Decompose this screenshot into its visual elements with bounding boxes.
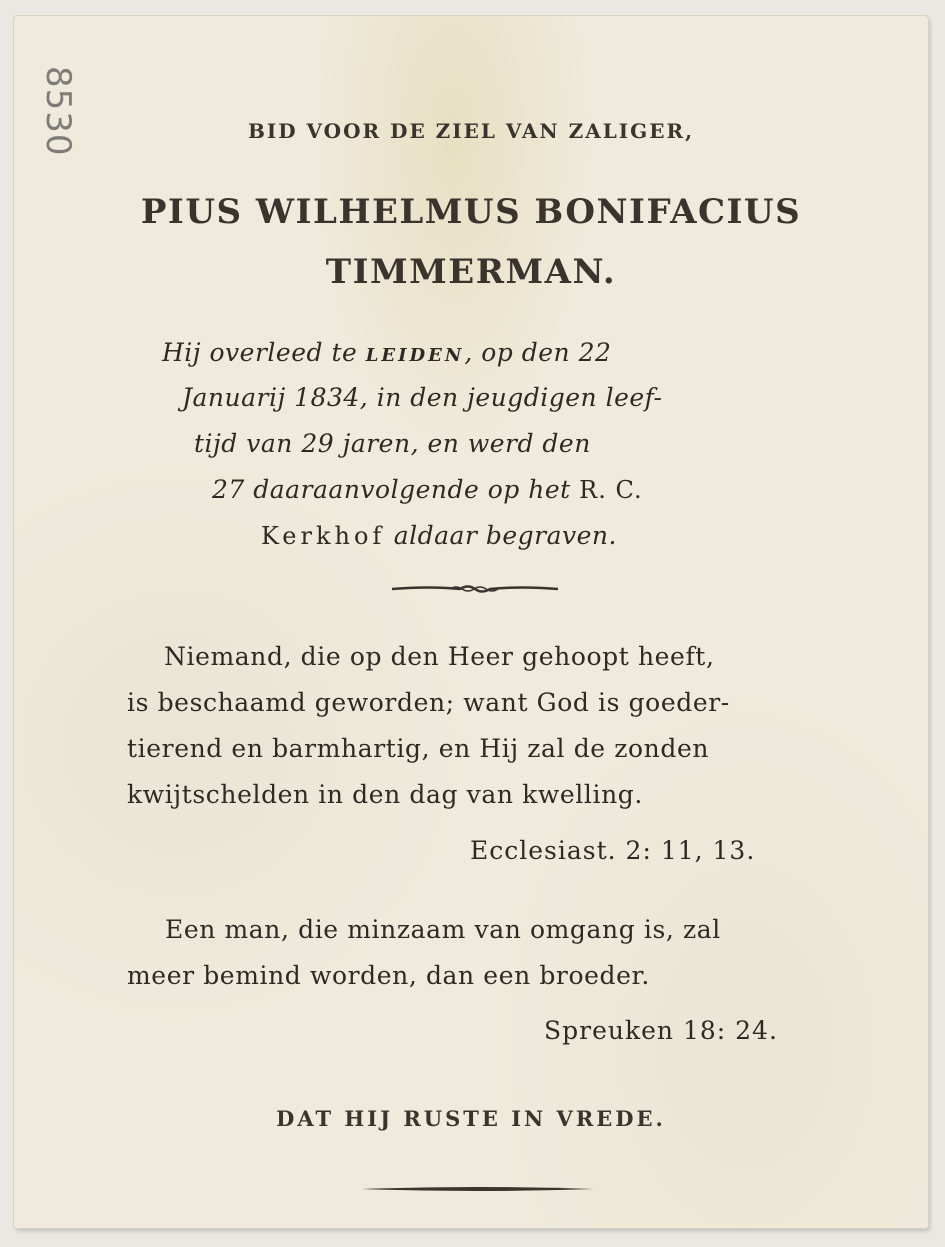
death-notice-text: , op den 22 bbox=[464, 338, 612, 367]
death-notice-text: R. C. bbox=[579, 476, 643, 504]
card-heading: BID VOOR DE ZIEL VAN ZALIGER, bbox=[247, 119, 695, 143]
death-notice-line-4 bbox=[212, 475, 643, 504]
death-notice-line-1 bbox=[162, 338, 611, 367]
verse2-line: meer bemind worden, dan een broeder. bbox=[127, 961, 650, 990]
death-notice-text: Kerkhof bbox=[261, 522, 386, 550]
verse2-reference: Spreuken 18: 24. bbox=[544, 1016, 778, 1045]
verse1-line: is beschaamd geworden; want God is goeder- bbox=[127, 688, 730, 717]
deceased-name-line-2: TIMMERMAN. bbox=[325, 252, 617, 292]
ornamental-divider bbox=[390, 582, 560, 596]
verse2-line: Een man, die minzaam van omgang is, zal bbox=[165, 915, 721, 944]
death-notice-text: aldaar begraven. bbox=[393, 521, 617, 550]
memorial-card bbox=[14, 16, 928, 1228]
verse1-line: kwijtschelden in den dag van kwelling. bbox=[127, 780, 643, 809]
death-notice-line-3: tijd van 29 jaren, en werd den bbox=[194, 429, 591, 458]
closing-prayer: DAT HIJ RUSTE IN VREDE. bbox=[276, 1106, 666, 1131]
death-notice-text: 27 daaraanvolgende op het bbox=[212, 475, 571, 504]
verse1-reference: Ecclesiast. 2: 11, 13. bbox=[470, 836, 756, 865]
inventory-number: 8530 bbox=[38, 66, 78, 157]
bottom-divider bbox=[360, 1183, 596, 1195]
place-of-death: LEIDEN bbox=[365, 345, 465, 366]
deceased-name-line-1: PIUS WILHELMUS BONIFACIUS bbox=[140, 192, 802, 232]
death-notice-text: Hij overleed te bbox=[162, 338, 358, 367]
death-notice-line-5 bbox=[261, 521, 617, 550]
verse1-line: Niemand, die op den Heer gehoopt heeft, bbox=[164, 642, 715, 671]
death-notice-line-2: Januarij 1834, in den jeugdigen leef- bbox=[182, 383, 663, 412]
verse1-line: tierend en barmhartig, en Hij zal de zonden bbox=[127, 734, 710, 763]
